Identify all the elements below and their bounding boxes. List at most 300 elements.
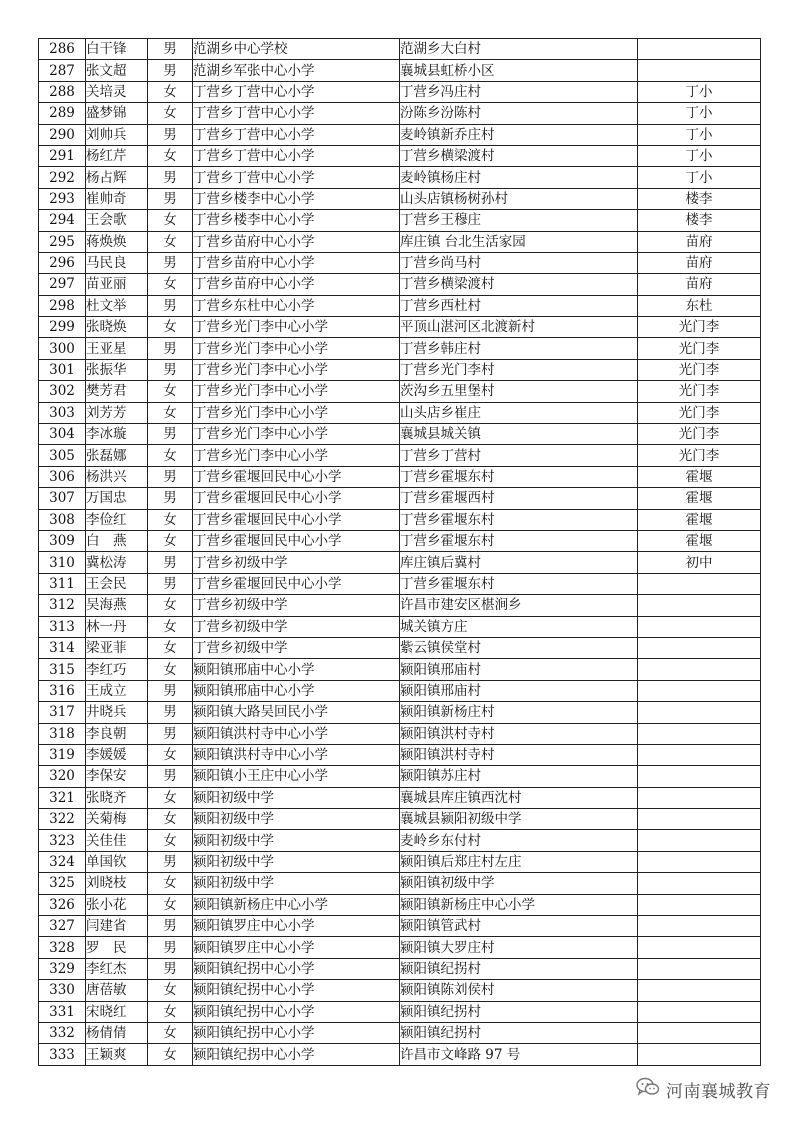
teacher-name-cell: 樊芳君 — [86, 381, 148, 402]
row-number-cell: 300 — [39, 338, 86, 359]
table-row — [39, 980, 761, 1001]
gender-cell: 女 — [148, 145, 193, 166]
row-number-cell: 319 — [39, 744, 86, 765]
school-cell: 颍阳镇纪拐中心小学 — [193, 980, 400, 1001]
home-address-cell: 丁营乡王穆庄 — [400, 210, 638, 231]
home-address-cell: 山头店镇杨树孙村 — [400, 188, 638, 209]
gender-cell: 男 — [148, 766, 193, 787]
note-cell: 楼李 — [638, 210, 761, 231]
row-number-cell: 312 — [39, 595, 86, 616]
school-cell: 颍阳镇洪村寺中心小学 — [193, 723, 400, 744]
wechat-icon — [636, 1077, 660, 1101]
school-cell: 丁营乡光门李中心小学 — [193, 424, 400, 445]
home-address-cell: 颍阳镇邢庙村 — [400, 680, 638, 701]
table-row — [39, 616, 761, 637]
gender-cell: 女 — [148, 445, 193, 466]
row-number-cell: 329 — [39, 958, 86, 979]
row-number-cell: 303 — [39, 402, 86, 423]
gender-cell: 女 — [148, 830, 193, 851]
gender-cell: 男 — [148, 359, 193, 380]
home-address-cell: 颍阳镇邢庙村 — [400, 659, 638, 680]
row-number-cell: 297 — [39, 274, 86, 295]
table-row — [39, 231, 761, 252]
teacher-name-cell: 张磊娜 — [86, 445, 148, 466]
home-address-cell: 丁营乡霍堰东村 — [400, 466, 638, 487]
table-row — [39, 766, 761, 787]
school-cell: 丁营乡初级中学 — [193, 595, 400, 616]
row-number-cell: 331 — [39, 1001, 86, 1022]
school-cell: 丁营乡光门李中心小学 — [193, 381, 400, 402]
note-cell — [638, 1001, 761, 1022]
school-cell: 丁营乡丁营中心小学 — [193, 124, 400, 145]
teacher-name-cell: 张晓齐 — [86, 787, 148, 808]
row-number-cell: 326 — [39, 894, 86, 915]
note-cell — [638, 573, 761, 594]
table-row — [39, 1022, 761, 1043]
school-cell: 颍阳镇纪拐中心小学 — [193, 1022, 400, 1043]
row-number-cell: 314 — [39, 637, 86, 658]
home-address-cell: 紫云镇侯堂村 — [400, 637, 638, 658]
gender-cell: 女 — [148, 1044, 193, 1065]
school-cell: 丁营乡初级中学 — [193, 552, 400, 573]
table-row — [39, 809, 761, 830]
home-address-cell: 丁营乡韩庄村 — [400, 338, 638, 359]
note-cell: 丁小 — [638, 103, 761, 124]
teacher-name-cell: 李良朝 — [86, 723, 148, 744]
table-row — [39, 445, 761, 466]
note-cell — [638, 723, 761, 744]
note-cell: 苗府 — [638, 252, 761, 273]
table-row — [39, 359, 761, 380]
table-row — [39, 338, 761, 359]
note-cell — [638, 830, 761, 851]
gender-cell: 男 — [148, 188, 193, 209]
table-row — [39, 916, 761, 937]
home-address-cell: 颍阳镇纪拐村 — [400, 1001, 638, 1022]
row-number-cell: 311 — [39, 573, 86, 594]
teacher-name-cell: 刘帅兵 — [86, 124, 148, 145]
row-number-cell: 324 — [39, 851, 86, 872]
gender-cell: 女 — [148, 1022, 193, 1043]
note-cell — [638, 873, 761, 894]
table-row — [39, 894, 761, 915]
table-row — [39, 958, 761, 979]
teacher-name-cell: 罗 民 — [86, 937, 148, 958]
gender-cell: 女 — [148, 1001, 193, 1022]
gender-cell: 男 — [148, 488, 193, 509]
teacher-name-cell: 关菊梅 — [86, 809, 148, 830]
note-cell — [638, 60, 761, 81]
teacher-name-cell: 唐蓓敏 — [86, 980, 148, 1001]
note-cell: 丁小 — [638, 145, 761, 166]
teacher-name-cell: 王会民 — [86, 573, 148, 594]
row-number-cell: 288 — [39, 81, 86, 102]
home-address-cell: 颍阳镇陈刘侯村 — [400, 980, 638, 1001]
school-cell: 颍阳镇纪拐中心小学 — [193, 958, 400, 979]
home-address-cell: 颍阳镇新杨庄村 — [400, 702, 638, 723]
gender-cell: 女 — [148, 274, 193, 295]
table-row — [39, 595, 761, 616]
school-cell: 颍阳镇大路吴回民小学 — [193, 702, 400, 723]
teacher-name-cell: 万国忠 — [86, 488, 148, 509]
school-cell: 丁营乡东杜中心小学 — [193, 295, 400, 316]
gender-cell: 女 — [148, 637, 193, 658]
teacher-name-cell: 李保安 — [86, 766, 148, 787]
row-number-cell: 301 — [39, 359, 86, 380]
gender-cell: 男 — [148, 167, 193, 188]
school-cell: 颍阳初级中学 — [193, 809, 400, 830]
home-address-cell: 范湖乡大白村 — [400, 39, 638, 60]
home-address-cell: 许昌市建安区椹涧乡 — [400, 595, 638, 616]
note-cell: 光门李 — [638, 424, 761, 445]
row-number-cell: 330 — [39, 980, 86, 1001]
home-address-cell: 城关镇方庄 — [400, 616, 638, 637]
row-number-cell: 309 — [39, 530, 86, 551]
teacher-name-cell: 单国钦 — [86, 851, 148, 872]
home-address-cell: 丁营乡霍堰西村 — [400, 488, 638, 509]
school-cell: 丁营乡楼李中心小学 — [193, 188, 400, 209]
watermark — [636, 1076, 771, 1102]
note-cell — [638, 809, 761, 830]
home-address-cell: 平顶山湛河区北渡新村 — [400, 317, 638, 338]
note-cell — [638, 916, 761, 937]
gender-cell: 女 — [148, 873, 193, 894]
row-number-cell: 306 — [39, 466, 86, 487]
note-cell: 光门李 — [638, 402, 761, 423]
home-address-cell: 颍阳镇苏庄村 — [400, 766, 638, 787]
gender-cell: 女 — [148, 616, 193, 637]
school-cell: 丁营乡光门李中心小学 — [193, 359, 400, 380]
teacher-name-cell: 刘芳芳 — [86, 402, 148, 423]
note-cell — [638, 1022, 761, 1043]
teacher-name-cell: 吴海燕 — [86, 595, 148, 616]
row-number-cell: 315 — [39, 659, 86, 680]
gender-cell: 男 — [148, 723, 193, 744]
note-cell: 霍堰 — [638, 466, 761, 487]
school-cell: 丁营乡苗府中心小学 — [193, 252, 400, 273]
row-number-cell: 293 — [39, 188, 86, 209]
note-cell: 光门李 — [638, 317, 761, 338]
gender-cell: 男 — [148, 680, 193, 701]
table-row — [39, 381, 761, 402]
table-row — [39, 552, 761, 573]
row-number-cell: 286 — [39, 39, 86, 60]
home-address-cell: 颍阳镇管武村 — [400, 916, 638, 937]
row-number-cell: 321 — [39, 787, 86, 808]
home-address-cell: 库庄镇 台北生活家园 — [400, 231, 638, 252]
gender-cell: 男 — [148, 295, 193, 316]
school-cell: 丁营乡光门李中心小学 — [193, 317, 400, 338]
gender-cell: 男 — [148, 252, 193, 273]
school-cell: 丁营乡丁营中心小学 — [193, 103, 400, 124]
table-row — [39, 466, 761, 487]
home-address-cell: 茨沟乡五里堡村 — [400, 381, 638, 402]
row-number-cell: 295 — [39, 231, 86, 252]
gender-cell: 男 — [148, 937, 193, 958]
row-number-cell: 308 — [39, 509, 86, 530]
table-row — [39, 851, 761, 872]
school-cell: 颍阳初级中学 — [193, 873, 400, 894]
school-cell: 颍阳初级中学 — [193, 787, 400, 808]
home-address-cell: 丁营乡横梁渡村 — [400, 274, 638, 295]
note-cell: 光门李 — [638, 338, 761, 359]
note-cell — [638, 937, 761, 958]
home-address-cell: 丁营乡霍堰东村 — [400, 530, 638, 551]
gender-cell: 男 — [148, 39, 193, 60]
gender-cell: 女 — [148, 530, 193, 551]
gender-cell: 女 — [148, 595, 193, 616]
teacher-name-cell: 苗亚丽 — [86, 274, 148, 295]
gender-cell: 女 — [148, 980, 193, 1001]
school-cell: 颍阳镇洪村寺中心小学 — [193, 744, 400, 765]
note-cell — [638, 637, 761, 658]
note-cell: 霍堰 — [638, 530, 761, 551]
note-cell — [638, 39, 761, 60]
home-address-cell: 颍阳镇纪拐村 — [400, 958, 638, 979]
table-row — [39, 637, 761, 658]
note-cell: 光门李 — [638, 381, 761, 402]
table-row — [39, 188, 761, 209]
school-cell: 丁营乡丁营中心小学 — [193, 81, 400, 102]
gender-cell: 女 — [148, 659, 193, 680]
table-row — [39, 124, 761, 145]
home-address-cell: 丁营乡冯庄村 — [400, 81, 638, 102]
home-address-cell: 颍阳镇洪村寺村 — [400, 723, 638, 744]
teacher-name-cell: 井晓兵 — [86, 702, 148, 723]
note-cell: 光门李 — [638, 359, 761, 380]
gender-cell: 女 — [148, 231, 193, 252]
row-number-cell: 328 — [39, 937, 86, 958]
row-number-cell: 298 — [39, 295, 86, 316]
school-cell: 丁营乡霍堰回民中心小学 — [193, 466, 400, 487]
note-cell: 东杜 — [638, 295, 761, 316]
home-address-cell: 丁营乡尚马村 — [400, 252, 638, 273]
gender-cell: 男 — [148, 851, 193, 872]
gender-cell: 男 — [148, 552, 193, 573]
teacher-name-cell: 杨倩倩 — [86, 1022, 148, 1043]
note-cell — [638, 659, 761, 680]
home-address-cell: 襄城县颍阳初级中学 — [400, 809, 638, 830]
table-row — [39, 937, 761, 958]
gender-cell: 女 — [148, 103, 193, 124]
school-cell: 丁营乡霍堰回民中心小学 — [193, 530, 400, 551]
gender-cell: 女 — [148, 509, 193, 530]
home-address-cell: 丁营乡丁营村 — [400, 445, 638, 466]
teacher-name-cell: 张晓焕 — [86, 317, 148, 338]
school-cell: 颍阳镇罗庄中心小学 — [193, 916, 400, 937]
table-row — [39, 402, 761, 423]
table-row — [39, 167, 761, 188]
table-row — [39, 81, 761, 102]
teacher-name-cell: 杜文举 — [86, 295, 148, 316]
note-cell — [638, 958, 761, 979]
note-cell — [638, 980, 761, 1001]
school-cell: 范湖乡军张中心小学 — [193, 60, 400, 81]
home-address-cell: 汾陈乡汾陈村 — [400, 103, 638, 124]
teacher-name-cell: 杨红芹 — [86, 145, 148, 166]
row-number-cell: 310 — [39, 552, 86, 573]
note-cell: 丁小 — [638, 167, 761, 188]
table-row — [39, 830, 761, 851]
row-number-cell: 323 — [39, 830, 86, 851]
row-number-cell: 289 — [39, 103, 86, 124]
teacher-name-cell: 王成立 — [86, 680, 148, 701]
note-cell: 初中 — [638, 552, 761, 573]
gender-cell: 男 — [148, 424, 193, 445]
table-row — [39, 210, 761, 231]
table-row — [39, 509, 761, 530]
home-address-cell: 丁营乡霍堰东村 — [400, 509, 638, 530]
teacher-name-cell: 王亚星 — [86, 338, 148, 359]
teacher-name-cell: 王会歌 — [86, 210, 148, 231]
teacher-name-cell: 李冰璇 — [86, 424, 148, 445]
note-cell: 霍堰 — [638, 488, 761, 509]
gender-cell: 男 — [148, 702, 193, 723]
note-cell: 楼李 — [638, 188, 761, 209]
school-cell: 丁营乡丁营中心小学 — [193, 145, 400, 166]
note-cell — [638, 595, 761, 616]
school-cell: 颍阳镇邢庙中心小学 — [193, 659, 400, 680]
row-number-cell: 318 — [39, 723, 86, 744]
row-number-cell: 302 — [39, 381, 86, 402]
table-row — [39, 723, 761, 744]
school-cell: 丁营乡楼李中心小学 — [193, 210, 400, 231]
teacher-name-cell: 王颖爽 — [86, 1044, 148, 1065]
note-cell — [638, 851, 761, 872]
table-row — [39, 702, 761, 723]
school-cell: 丁营乡苗府中心小学 — [193, 274, 400, 295]
home-address-cell: 麦岭镇新乔庄村 — [400, 124, 638, 145]
school-cell: 丁营乡丁营中心小学 — [193, 167, 400, 188]
row-number-cell: 305 — [39, 445, 86, 466]
school-cell: 丁营乡初级中学 — [193, 637, 400, 658]
roster-body — [39, 39, 761, 1066]
teacher-name-cell: 张小花 — [86, 894, 148, 915]
gender-cell: 男 — [148, 338, 193, 359]
teacher-name-cell: 李红杰 — [86, 958, 148, 979]
teacher-name-cell: 闫建省 — [86, 916, 148, 937]
gender-cell: 男 — [148, 466, 193, 487]
home-address-cell: 麦岭乡东付村 — [400, 830, 638, 851]
teacher-name-cell: 白 燕 — [86, 530, 148, 551]
gender-cell: 女 — [148, 894, 193, 915]
roster-table — [38, 38, 761, 1066]
table-row — [39, 573, 761, 594]
row-number-cell: 296 — [39, 252, 86, 273]
row-number-cell: 322 — [39, 809, 86, 830]
row-number-cell: 332 — [39, 1022, 86, 1043]
home-address-cell: 颍阳镇后郑庄村左庄 — [400, 851, 638, 872]
note-cell — [638, 766, 761, 787]
row-number-cell: 320 — [39, 766, 86, 787]
row-number-cell: 327 — [39, 916, 86, 937]
school-cell: 范湖乡中心学校 — [193, 39, 400, 60]
table-row — [39, 424, 761, 445]
home-address-cell: 襄城县虹桥小区 — [400, 60, 638, 81]
gender-cell: 女 — [148, 402, 193, 423]
row-number-cell: 299 — [39, 317, 86, 338]
row-number-cell: 294 — [39, 210, 86, 231]
table-row — [39, 145, 761, 166]
gender-cell: 女 — [148, 81, 193, 102]
school-cell: 颍阳镇邢庙中心小学 — [193, 680, 400, 701]
table-row — [39, 873, 761, 894]
watermark-text: 河南襄城教育 — [666, 1081, 771, 1102]
teacher-name-cell: 马民良 — [86, 252, 148, 273]
gender-cell: 男 — [148, 573, 193, 594]
row-number-cell: 292 — [39, 167, 86, 188]
home-address-cell: 库庄镇后冀村 — [400, 552, 638, 573]
home-address-cell: 颍阳镇初级中学 — [400, 873, 638, 894]
gender-cell: 女 — [148, 317, 193, 338]
table-row — [39, 659, 761, 680]
table-row — [39, 1044, 761, 1065]
note-cell — [638, 787, 761, 808]
row-number-cell: 291 — [39, 145, 86, 166]
gender-cell: 女 — [148, 809, 193, 830]
gender-cell: 女 — [148, 210, 193, 231]
home-address-cell: 丁营乡霍堰东村 — [400, 573, 638, 594]
school-cell: 丁营乡初级中学 — [193, 616, 400, 637]
home-address-cell: 颍阳镇大罗庄村 — [400, 937, 638, 958]
table-row — [39, 488, 761, 509]
note-cell: 霍堰 — [638, 509, 761, 530]
table-row — [39, 252, 761, 273]
home-address-cell: 山头店乡崔庄 — [400, 402, 638, 423]
note-cell — [638, 680, 761, 701]
gender-cell: 女 — [148, 744, 193, 765]
home-address-cell: 丁营乡横梁渡村 — [400, 145, 638, 166]
table-row — [39, 1001, 761, 1022]
school-cell: 丁营乡光门李中心小学 — [193, 338, 400, 359]
note-cell: 苗府 — [638, 274, 761, 295]
note-cell — [638, 702, 761, 723]
note-cell: 苗府 — [638, 231, 761, 252]
row-number-cell: 325 — [39, 873, 86, 894]
note-cell — [638, 744, 761, 765]
row-number-cell: 316 — [39, 680, 86, 701]
table-row — [39, 39, 761, 60]
home-address-cell: 丁营乡西杜村 — [400, 295, 638, 316]
home-address-cell: 颍阳镇洪村寺村 — [400, 744, 638, 765]
table-row — [39, 103, 761, 124]
teacher-name-cell: 盛梦锦 — [86, 103, 148, 124]
table-row — [39, 60, 761, 81]
home-address-cell: 丁营乡光门李村 — [400, 359, 638, 380]
teacher-name-cell: 张振华 — [86, 359, 148, 380]
home-address-cell: 襄城县城关镇 — [400, 424, 638, 445]
teacher-name-cell: 李媛媛 — [86, 744, 148, 765]
note-cell — [638, 894, 761, 915]
teacher-name-cell: 杨占辉 — [86, 167, 148, 188]
row-number-cell: 333 — [39, 1044, 86, 1065]
school-cell: 颍阳镇新杨庄中心小学 — [193, 894, 400, 915]
gender-cell: 男 — [148, 124, 193, 145]
school-cell: 丁营乡霍堰回民中心小学 — [193, 509, 400, 530]
teacher-name-cell: 李红巧 — [86, 659, 148, 680]
home-address-cell: 颍阳镇新杨庄中心小学 — [400, 894, 638, 915]
teacher-name-cell: 李俭红 — [86, 509, 148, 530]
home-address-cell: 襄城县库庄镇西沈村 — [400, 787, 638, 808]
school-cell: 颍阳镇纪拐中心小学 — [193, 1001, 400, 1022]
home-address-cell: 颍阳镇纪拐村 — [400, 1022, 638, 1043]
teacher-name-cell: 刘晓枝 — [86, 873, 148, 894]
table-row — [39, 787, 761, 808]
table-row — [39, 530, 761, 551]
teacher-name-cell: 冀松涛 — [86, 552, 148, 573]
table-row — [39, 317, 761, 338]
row-number-cell: 313 — [39, 616, 86, 637]
